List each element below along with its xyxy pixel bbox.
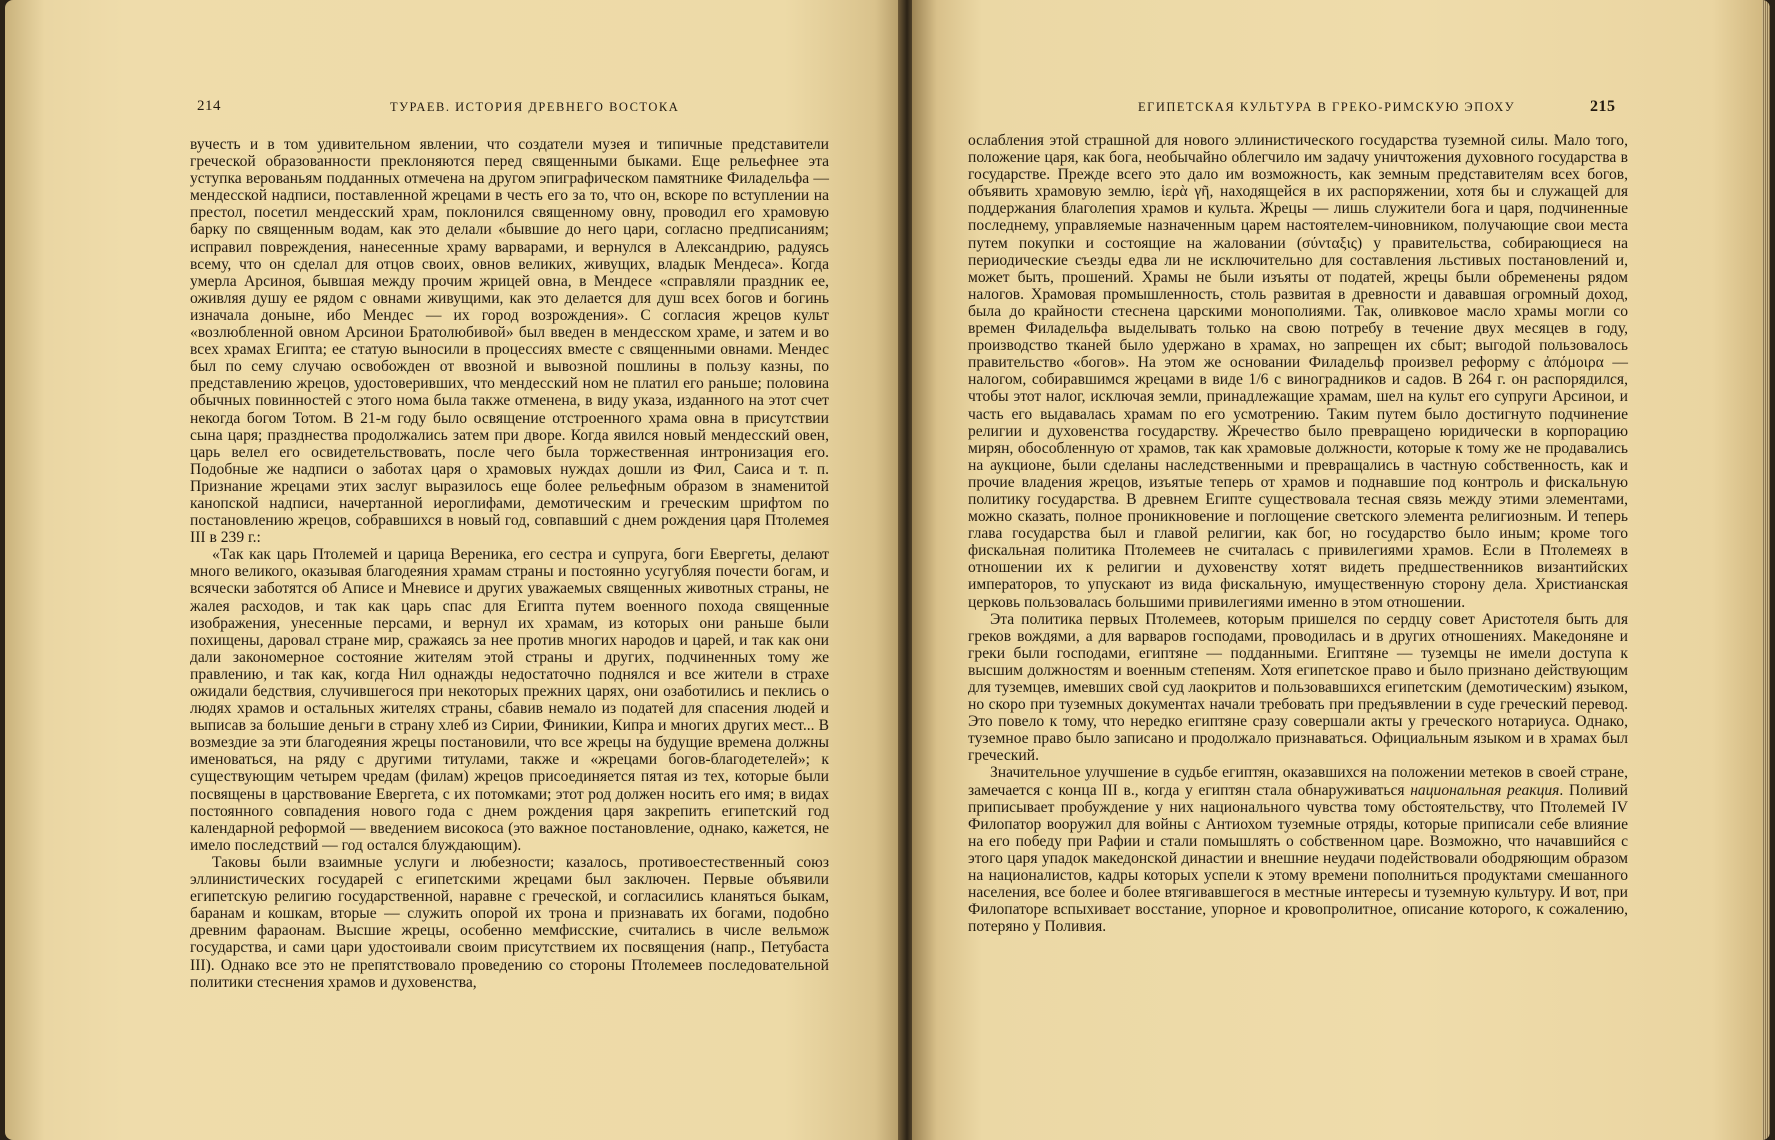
left-page: [5, 0, 910, 1140]
running-head: ТУРАЕВ. ИСТОРИЯ ДРЕВНЕГО ВОСТОКА: [390, 100, 680, 114]
paragraph-end: . Поливий приписывает пробуждение у них национального чувства тому обстоятельству, что Птолемей IV Филопатор вооружил для войны с Антиохом туземные отряды, которые приписали себе влияние на его победу при Рафии и стали помышлять о собственном царе. Возможно, что начавшийся с этого царя упадок македонской династии и внешние неудачи подействовали ободряющим образом на националистов, кадры которых успели к этому времени пополниться продуктами смешанного населения, все более и более втягивавшегося в местные интересы и туземную культуру. И вот, при Филопаторе вспыхивает восстание, упорное и кровопролитное, описание которого, к сожалению, потеряно у Поливия.: [968, 781, 1628, 936]
italic-term: национальная реакция: [1410, 781, 1560, 799]
fore-edge: [1762, 0, 1770, 1140]
paragraph: ослабления этой страшной для нового эллинистического государства туземной силы. Мало того, положение царя, как бога, необычайно облегчило им задачу уничтожения духовного государства в государстве. Прежде всего это дало им возможность, как земным представителям всех богов, объявить храмовую землю, ἱερὰ γῆ, находящейся в их распоряжении, хотя бы и служащей для поддержания благолепия храмов и культа. Жрецы — лишь служители бога и царя, подчиненные последнему, управляемые назначенным царем настоятелем-чиновником, получающие свои места путем покупки и состоящие на жаловании (σύνταξις) у правительства, собирающиеся на периодические съезды едва ли не исключительно для составления льстивых постановлений и, может быть, прошений. Храмы не были изъяты от податей, жрецы были обременены рядом налогов. Храмовая промышленность, столь развитая в древности и дававшая огромный доход, была до крайности стеснена царскими монополиями. Так, оливковое масло храмы могли со времен Филадельфа выделывать только на свою потребу в течение двух месяцев в году, производство тканей было удержано в храмах, но запрещен их сбыт; выгодой пользовалось правительство «богов». На этом же основании Филадельф произвел реформу с ἀπόμοιρα — налогом, собиравшимся жрецами в виде 1/6 с виноградников и садов. В 264 г. он распорядился, чтобы этот налог, исключая земли, принадлежащие храмам, шел на культ его супруги Арсинои, и часть его выдавалась храмам по его усмотрению. Таким путем было достигнуто подчинение религии и духовенства государству. Жречество было превращено юридически в корпорацию мирян, обособленную от храмов, так как храмовые должности, которые к тому же не продавались на аукционе, были сделаны наследственными и превращались в частную собственность, как и прочие владения жрецов, изъятые теперь от храмов и поднавшие под контроль и фискальную политику государства. В древнем Египте существовала тесная связь между этими элементами, можно сказать, полное проникновение и поглощение светского элемента религиозным. И теперь глава государства был и главой религии, как бог, но государство было иным; кроме того фискальная политика Птолемеев не считалась с привилегиями храмов. Если в Птолемеях в отношении их к религии и духовенству хотят видеть предшественников византийских императоров, то упускают из вида фискальную, имущественную сторону дела. Христианская церковь пользовалась большими привилегиями именно в этом отношении.: [968, 132, 1628, 611]
paragraph: Таковы были взаимные услуги и любезности; казалось, противоестественный союз эллинистических государей с египетскими жрецами был заключен. Первые объявили египетскую религию государственной, наравне с греческой, и согласились кланяться быкам, баранам и кошкам, вторые — служить опорой их трона и признавать их богами, подобно древним фараонам. Высшие жрецы, особенно мемфисские, считались в числе вельмож государства, и сами цари удостоивали своим присутствием их посвящения (напр., Петубаста III). Однако все это не препятствовало проведению со стороны Птолемеев последовательной политики стеснения храмов и духовенства,: [190, 853, 829, 991]
paragraph-start: Значительное улучшение в судьбе египтян, оказавшихся на положении метеков в своей стране, замечается с конца III в., когда у египтян стала обнаруживаться: [968, 764, 1628, 799]
paragraph: «Так как царь Птолемей и царица Вереника, его сестра и супруга, боги Евергеты, делают много великого, оказывая благодеяния храмам страны и постоянно усугубляя почести богам, и всячески заботятся об Аписе и Мневисе и других уважаемых священных животных страны, не жалея расходов, и так как царь спас для Египта путем военного похода священные изображения, унесенные персами, и вернул их храмам, из которых они раньше были похищены, даровал стране мир, сражаясь за нее против многих народов и царей, и так как они дали закономерное состояние жителям этой страны и других, подчиненных тому же правлению, и так как, когда Нил однажды недостаточно поднялся и все жители в страхе ожидали бедствия, случившегося при некоторых прежних царях, они озаботились и пеклись о людях храмов и остальных жителях страны, сбавив немало из податей для спасения людей и выписав за большие деньги в страну хлеб из Сирии, Финикии, Кипра и многих других мест... В возмездие за эти благодеяния жрецы постановили, что все жрецы на будущие времена должны именоваться, на ряду с другими титулами, также и «жрецами богов-благодетелей»; к существующим четырем чредам (филам) жрецов присоединяется пятая из тех, которые были посвящены в царствование Евергета, с их потомками; этот род должен носить его имя; в видах постоянного совпадения нового года с днем рождения царя закрепить египетский год календарной реформой — введением високоса (это важное постановление, однако, кажется, не имело последствий — год остался блуждающим).: [190, 546, 829, 854]
left-page-text: [190, 136, 829, 991]
right-page: [912, 0, 1770, 1140]
paragraph: [968, 764, 1628, 935]
paragraph: Эта политика первых Птолемеев, которым пришелся по сердцу совет Аристотеля быть для греков вождями, а для варваров господами, проводилась и в других отношениях. Македоняне и греки были господами, египтяне — подданными. Египтяне — туземцы не имели доступа к высшим должностям и военным степеням. Хотя египетское право и было признано действующим для туземцев, имевших свой суд лаокритов и пользовавшихся египетским (демотическим) языком, но скоро при туземных документах начали требовать при предъявлении в суде греческий перевод. Это повело к тому, что нередко египтяне сразу совершали акты у греческого нотариуса. Однако, туземное право было записано и продолжало признаваться. Официальным языком и в храмах был греческий.: [968, 610, 1628, 765]
page-number: 214: [197, 98, 221, 114]
page-number: 215: [1590, 98, 1616, 115]
paragraph: вучесть и в том удивительном явлении, что создатели музея и типичные представители греческой образованности преклоняются перед священными быками. Еще рельефнее эта уступка верованьям подданных отмечена на другом эпиграфическом памятнике Филадельфа — мендесской надписи, поставленной жрецами в честь его за то, что он, вскоре по вступлении на престол, посетил мендесский храм, поклонился священному овну, проводил его храмовую барку по священным водам, как это делали «бывшие до него цари, согласно предписаниям; исправил повреждения, нанесенные храму варварами, и вернулся в Александрию, радуясь всему, что он сделал для отцов своих, овнов великих, живущих, владык Мендеса». Когда умерла Арсиноя, бывшая между прочим жрицей овна, в Мендесе «справляли праздник ее, оживляя душу ее рядом с овнами живущими, как это делается для душ всех богов и богинь изначала доныне, ибо Мендес — их город возрождения». С согласия жрецов культ «возлюбленной овном Арсинои Братолюбивой» был введен в мендесском храме, и затем и во всех храмах Египта; ее статую выносили в процессиях вместе с священными овнами. Мендес был по сему случаю освобожден от ввозной и вывозной пошлины в пользу казны, по представлению жрецов, удостоверивших, что мендесский ном не платил его раньше; половина обычных повинностей с этого нома была также отменена, в виду указа, изданного на этот счет некогда богом Тотом. В 21-м году было освящение отстроенного храма овна в присутствии сына царя; празднества продолжались затем при дворе. Когда явился новый мендесский овен, царь велел его освидетельствовать, после чего была торжественная интронизация его. Подобные же надписи о заботах царя о храмовых нуждах дошли из Фил, Саиса и т. п. Признание жрецами этих заслуг выразилось еще более рельефным образом в знаменитой канопской надписи, начертанной иероглифами, демотическим и греческим шрифтом по постановлению жрецов, собравшихся в новый год, совпавший с днем рождения царя Птолемея III в 239 г.:: [190, 136, 829, 547]
right-page-text: [968, 132, 1628, 935]
running-head: ЕГИПЕТСКАЯ КУЛЬТУРА В ГРЕКО-РИМСКУЮ ЭПОХУ: [1138, 100, 1516, 114]
